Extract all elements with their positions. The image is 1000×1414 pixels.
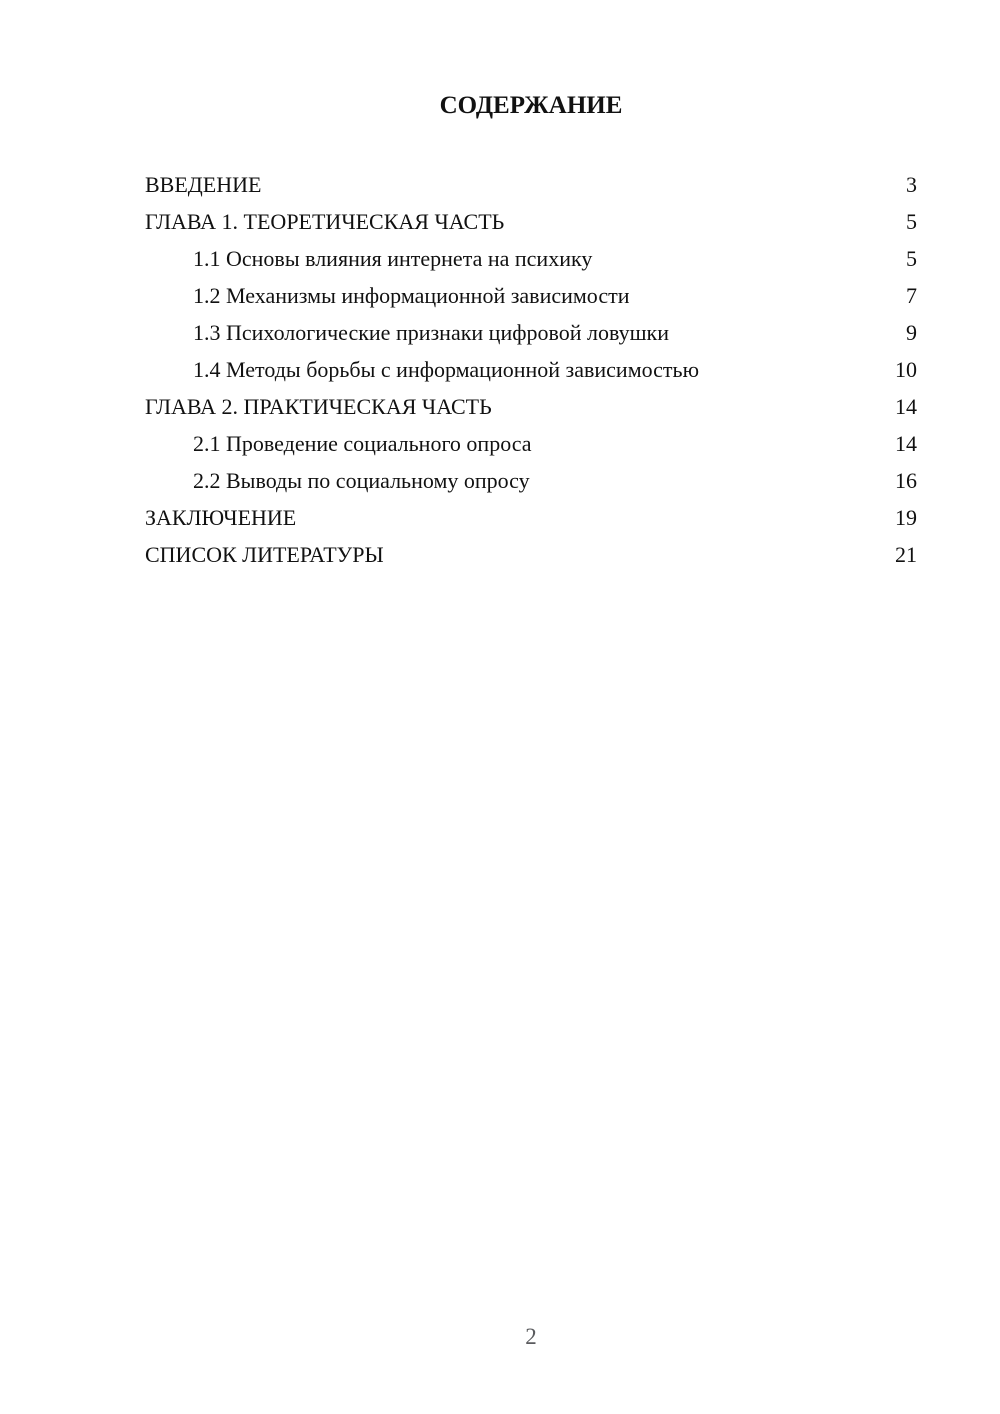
toc-entry-page: 5 [906,209,917,234]
toc-entry[interactable] [145,351,917,388]
toc-entry-page: 19 [895,505,917,530]
toc-entry[interactable] [145,536,917,573]
toc-entry-label: ГЛАВА 2. ПРАКТИЧЕСКАЯ ЧАСТЬ [145,394,492,419]
toc-entry[interactable] [145,240,917,277]
toc-entry[interactable] [145,203,917,240]
toc-entry-page: 16 [895,468,917,493]
toc-entry[interactable] [145,314,917,351]
toc-entry-label: ВВЕДЕНИЕ [145,172,262,197]
toc-entry-page: 7 [906,283,917,308]
toc-entry-label: 1.1 Основы влияния интернета на психику [193,246,593,271]
toc-entry[interactable] [145,462,917,499]
page-title: СОДЕРЖАНИЕ [439,92,623,119]
toc-entry-page: 3 [906,172,917,197]
toc-entry-label: 1.4 Методы борьбы с информационной зависимостью [193,357,700,382]
toc-entry-label: ГЛАВА 1. ТЕОРЕТИЧЕСКАЯ ЧАСТЬ [145,209,505,234]
toc-entry-page: 21 [895,542,917,567]
toc-entry-label: ЗАКЛЮЧЕНИЕ [145,505,297,530]
toc-entry[interactable] [145,425,917,462]
toc-entry-label: 2.1 Проведение социального опроса [193,431,532,456]
toc-entry-label: СПИСОК ЛИТЕРАТУРЫ [145,542,384,567]
toc-entry-page: 10 [895,357,917,382]
toc-entry-page: 14 [895,431,917,456]
toc-entry-label: 2.2 Выводы по социальному опросу [193,468,530,493]
toc-entry-label: 1.2 Механизмы информационной зависимости [193,283,630,308]
page-footer [145,1324,917,1350]
toc-entry-page: 9 [906,320,917,345]
toc-entry[interactable] [145,277,917,314]
page-number: 2 [525,1324,537,1349]
toc-entry[interactable] [145,388,917,425]
toc-entry[interactable] [145,166,917,203]
toc-entry-page: 14 [895,394,917,419]
table-of-contents [145,166,917,573]
toc-entry[interactable] [145,499,917,536]
toc-entry-page: 5 [906,246,917,271]
toc-entry-label: 1.3 Психологические признаки цифровой ловушки [193,320,670,345]
